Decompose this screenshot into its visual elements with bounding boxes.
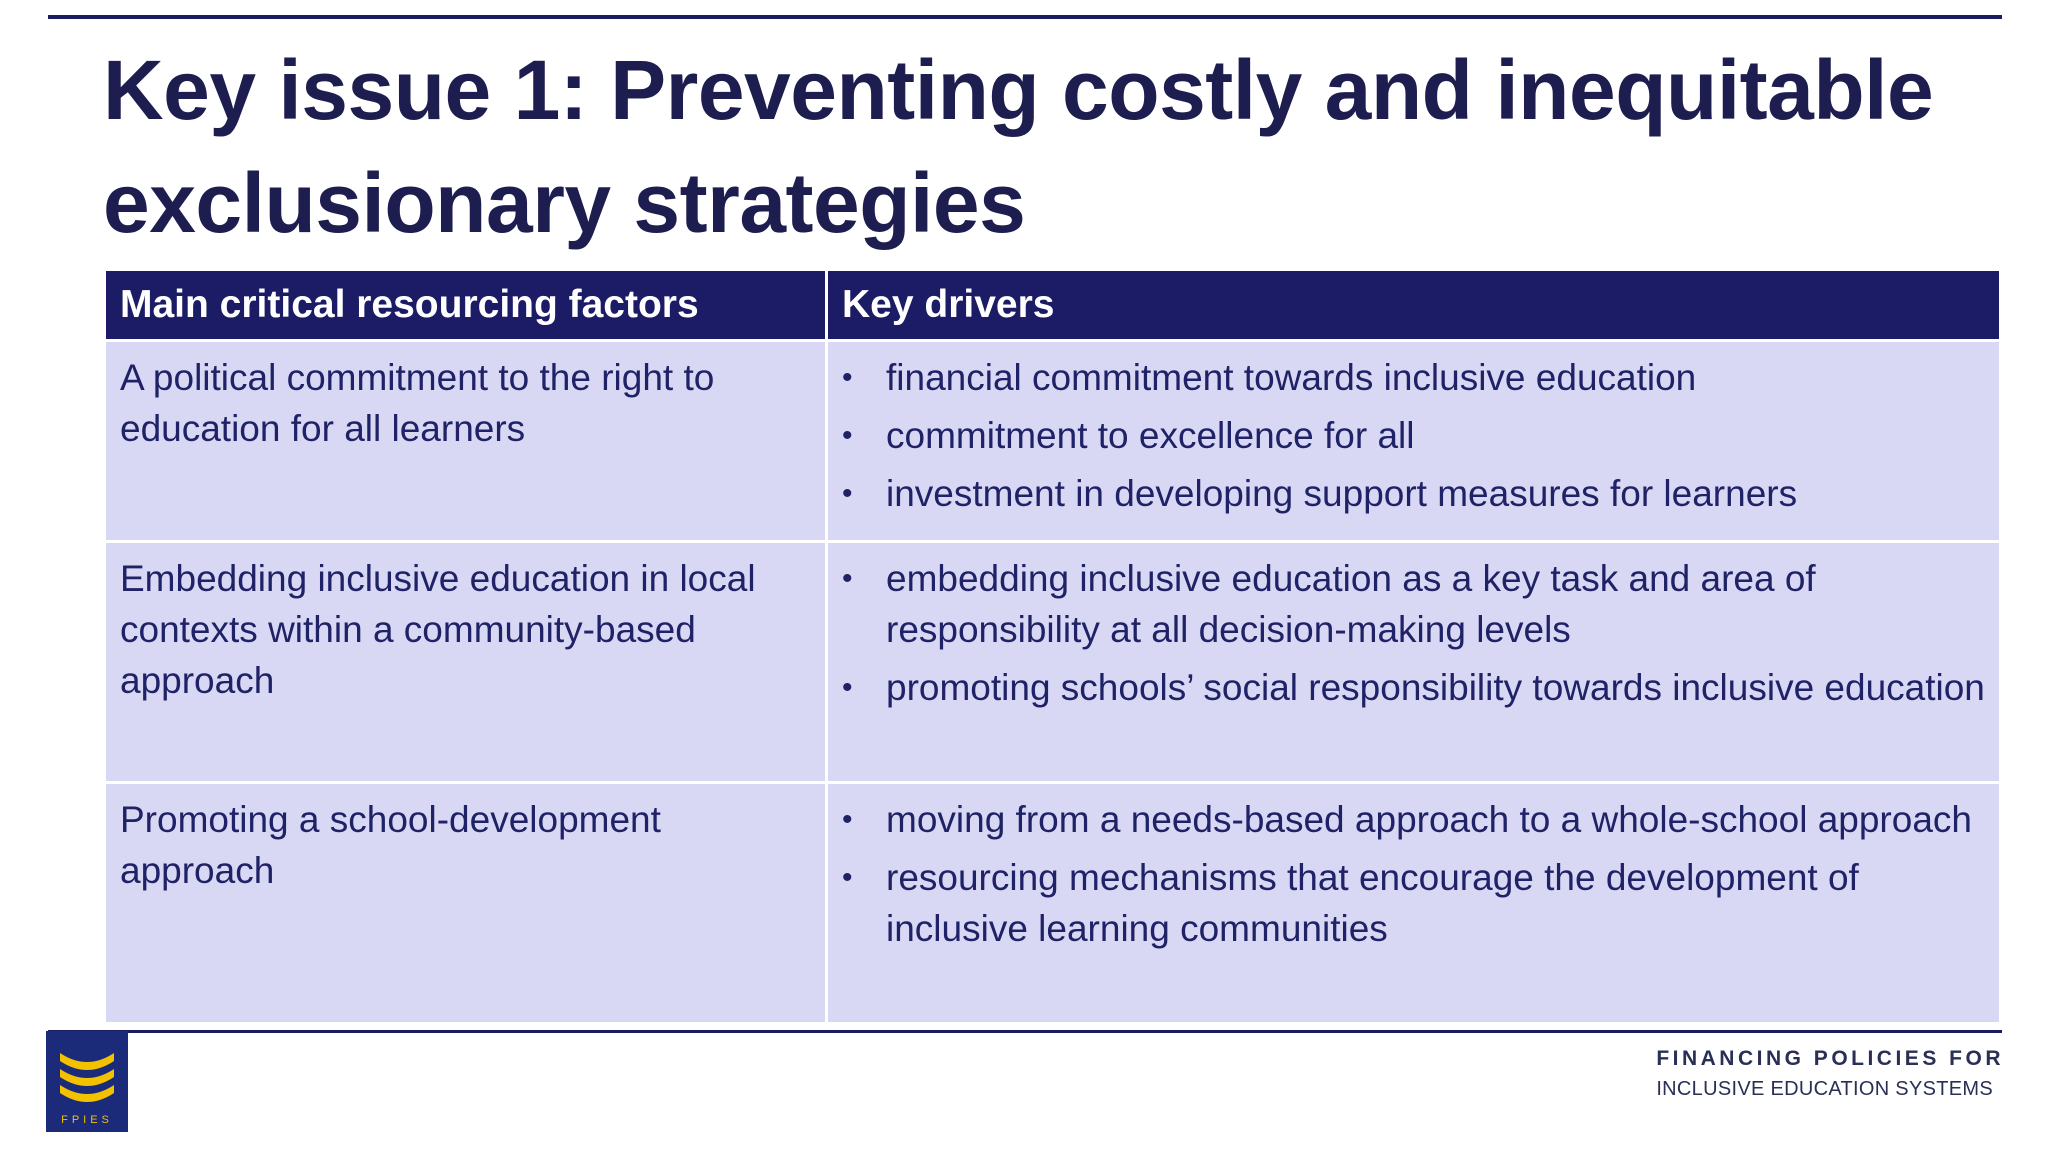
bottom-divider	[48, 1030, 2002, 1033]
slide-title: Key issue 1: Preventing costly and inequitable exclusionary strategies	[103, 43, 1934, 250]
drivers-list	[842, 352, 1985, 519]
column-header-drivers: Key drivers	[827, 270, 2001, 341]
brand-line-1: FINANCING POLICIES FOR	[1656, 1047, 2004, 1070]
logo-text: FPIES	[61, 1114, 113, 1126]
driver-item: • promoting schools’ social responsibility towards inclusive education	[842, 662, 1985, 713]
stacked-waves-icon	[46, 1031, 128, 1113]
driver-item: • moving from a needs-based approach to a whole-school approach	[842, 794, 1985, 845]
driver-item: • resourcing mechanisms that encourage the development of inclusive learning communities	[842, 852, 1985, 954]
driver-item: • financial commitment towards inclusive education	[842, 352, 1985, 403]
table-row	[105, 542, 2001, 783]
drivers-cell	[827, 341, 2001, 542]
factor-cell: A political commitment to the right to education for all learners	[105, 341, 827, 542]
brand-line-2: INCLUSIVE EDUCATION SYSTEMS	[1656, 1078, 1993, 1100]
fpies-logo	[46, 1031, 128, 1132]
drivers-cell	[827, 542, 2001, 783]
driver-item: • commitment to excellence for all	[842, 410, 1985, 461]
driver-item: • embedding inclusive education as a key task and area of responsibility at all decision-making levels	[842, 553, 1985, 655]
factor-cell: Embedding inclusive education in local contexts within a community-based approach	[105, 542, 827, 783]
driver-item: • investment in developing support measures for learners	[842, 468, 1985, 519]
table-header-row	[105, 270, 2001, 341]
footer-brand	[1656, 1044, 2004, 1104]
drivers-cell	[827, 783, 2001, 1024]
factor-cell: Promoting a school-development approach	[105, 783, 827, 1024]
drivers-list	[842, 553, 1985, 713]
column-header-factors: Main critical resourcing factors	[105, 270, 827, 341]
table-row	[105, 341, 2001, 542]
top-divider	[48, 15, 2002, 19]
drivers-list	[842, 794, 1985, 954]
table-row	[105, 783, 2001, 1024]
resourcing-factors-table	[103, 268, 2002, 1025]
